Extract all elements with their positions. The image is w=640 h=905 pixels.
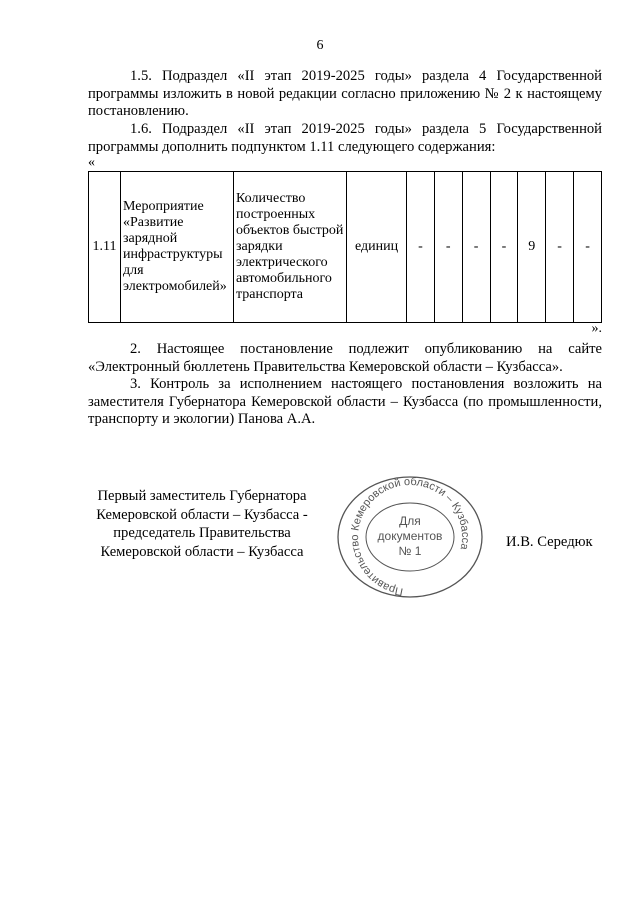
- row-value-1: -: [407, 172, 435, 323]
- row-event: Мероприятие «Развитие зарядной инфраструктуры для электромобилей»: [121, 172, 234, 323]
- stamp-center-line-3: № 1: [398, 544, 422, 558]
- row-value-4: -: [490, 172, 518, 323]
- stamp-center-line-1: Для: [399, 514, 421, 528]
- stamp-ring-text: Правительство Кемеровской области – Кузбасса: [349, 475, 472, 598]
- row-value-6: -: [546, 172, 574, 323]
- row-indicator: Количество построенных объектов быстрой зарядки электрического автомобильного транспорта: [234, 172, 347, 323]
- paragraph-1-5: 1.5. Подраздел «II этап 2019-2025 годы» раздела 4 Государственной программы изложить в новой редакции согласно приложению № 2 к настоящему постановлению.: [88, 68, 602, 119]
- quote-close: ».: [591, 321, 602, 336]
- row-number: 1.11: [89, 172, 121, 323]
- official-stamp: [334, 475, 486, 603]
- row-unit: единиц: [347, 172, 407, 323]
- quote-open: «: [88, 155, 95, 170]
- page-number: 6: [316, 38, 324, 53]
- row-value-7: -: [574, 172, 602, 323]
- row-value-3: -: [462, 172, 490, 323]
- paragraph-1-6: 1.6. Подраздел «II этап 2019-2025 годы» раздела 5 Государственной программы дополнить подпунктом 1.11 следующего содержания:: [88, 121, 602, 155]
- signatory-name: И.В. Середюк: [506, 534, 593, 550]
- signatory-position: Первый заместитель Губернатора Кемеровской области – Кузбасса - председатель Правительства Кемеровской области – Кузбасса: [96, 488, 308, 560]
- stamp-center-line-2: документов: [377, 529, 443, 543]
- measures-table: [88, 171, 602, 323]
- paragraph-3: 3. Контроль за исполнением настоящего постановления возложить на заместителя Губернатора Кемеровской области – Кузбасса (по промышленности, транспорту и экологии) Панова А.А.: [88, 376, 602, 427]
- row-value-5: 9: [518, 172, 546, 323]
- paragraph-2: 2. Настоящее постановление подлежит опубликованию на сайте «Электронный бюллетень Правительства Кемеровской области – Кузбасса».: [88, 341, 602, 375]
- table-row: [89, 172, 602, 323]
- row-value-2: -: [434, 172, 462, 323]
